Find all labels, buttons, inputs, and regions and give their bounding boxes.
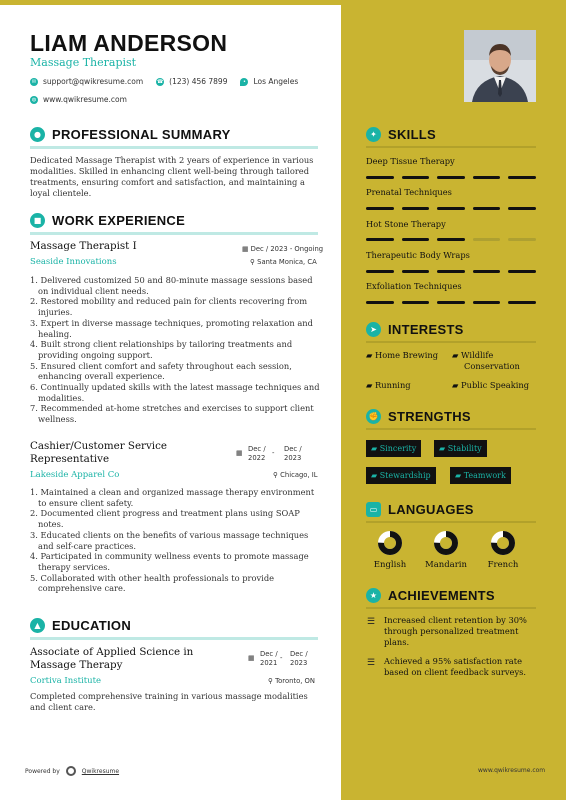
language-item	[421, 530, 471, 570]
footer-website[interactable]: www.qwikresume.com	[478, 767, 546, 774]
fist-icon: ✊	[366, 409, 381, 424]
skill-level-dash	[508, 301, 536, 304]
checklist-icon: ☰	[367, 617, 376, 627]
skill-level-dash	[473, 301, 501, 304]
interest-item	[366, 350, 438, 361]
phone-text: (123) 456 7899	[169, 77, 228, 86]
skill-rating	[366, 207, 536, 210]
book-icon: ▰	[366, 380, 376, 390]
calendar-icon: ▦	[242, 245, 251, 253]
degree-title: Associate of Applied Science in Massage Therapy	[30, 646, 194, 671]
job-location-text: Santa Monica, CA	[257, 258, 317, 266]
list-item: 4. Built strong client relationships by tailoring treatments and providing ongoing support.	[30, 339, 293, 360]
strengths-divider	[366, 428, 536, 430]
achievements-title: ACHIEVEMENTS	[388, 588, 495, 603]
globe-icon: ◍	[31, 96, 37, 103]
education-heading	[30, 618, 131, 633]
list-item: 3. Educated clients on the benefits of various massage techniques and self-care practices.	[30, 529, 309, 551]
list-item: 7. Recommended at-home stretches and exercises to support client wellness.	[30, 403, 314, 425]
skill-name: Exfoliation Techniques	[366, 281, 462, 291]
book-icon: ▰	[366, 350, 376, 360]
list-item: 3. Expert in diverse massage techniques, promoting relaxation and healing.	[30, 317, 313, 339]
strength-label: Sincerity	[379, 444, 417, 453]
strength-tag	[434, 440, 487, 457]
skills-heading	[366, 127, 436, 142]
achievements-heading	[366, 588, 495, 603]
skill-level-dash	[402, 238, 430, 241]
school-name: Cortiva Institute	[30, 676, 102, 686]
job-location	[273, 471, 318, 480]
edu-date-end: Dec / 2023	[290, 650, 308, 667]
calendar-icon: ▦	[248, 654, 255, 662]
job-company: Lakeside Apparel Co	[30, 470, 120, 480]
strengths-heading	[366, 409, 471, 424]
language-icon: ▭	[366, 502, 381, 517]
list-item: 4. Participated in community wellness events to promote massage therapy services.	[30, 551, 309, 572]
interest-label: Wildlife Conservation	[461, 350, 520, 371]
school-location	[268, 677, 315, 686]
pin-icon: ⚲	[273, 471, 281, 479]
language-level-ring	[433, 530, 459, 556]
skill-level-dash	[402, 301, 430, 304]
person-portrait-icon	[464, 30, 536, 102]
languages-divider	[366, 521, 536, 523]
qwikresume-logo-icon	[66, 766, 76, 776]
education-divider	[30, 637, 318, 640]
list-item: 1. Delivered customized 50 and 80-minute massage sessions based on individual client needs.	[30, 275, 313, 296]
skills-title: SKILLS	[388, 127, 437, 142]
interest-label: Home Brewing	[375, 350, 439, 360]
candidate-name: LIAM ANDERSON	[30, 30, 228, 56]
strengths-title: STRENGTHS	[388, 409, 471, 424]
experience-heading	[30, 213, 185, 228]
skill-level-dash	[402, 270, 430, 273]
email-text[interactable]: support@qwikresume.com	[43, 77, 144, 86]
skill-level-dash	[473, 238, 501, 241]
skill-level-dash	[508, 207, 536, 210]
job-date-end: Dec / 2023	[284, 445, 302, 462]
skill-level-dash	[508, 238, 536, 241]
book-icon: ▰	[371, 444, 380, 453]
language-name: Mandarin	[424, 560, 467, 570]
brand-name[interactable]: Qwikresume	[81, 767, 120, 775]
skill-level-dash	[437, 270, 465, 273]
skill-rating	[366, 270, 536, 273]
website-line	[30, 95, 127, 104]
summary-heading	[30, 127, 231, 142]
interest-item	[452, 350, 536, 372]
pin-icon: ⚲	[268, 677, 276, 685]
book-icon: ▰	[452, 350, 462, 360]
list-item: 2. Restored mobility and reduced pain for clients recovering from injuries.	[30, 296, 308, 318]
skill-level-dash	[402, 207, 430, 210]
job-date-start: Dec / 2022	[248, 445, 266, 462]
location-text: Los Angeles	[253, 77, 299, 86]
skill-level-dash	[366, 207, 394, 210]
language-name: English	[373, 560, 407, 570]
skill-level-dash	[366, 301, 394, 304]
sidebar	[341, 0, 566, 800]
book-icon: ▰	[439, 444, 448, 453]
experience-divider	[30, 232, 318, 235]
language-level-ring	[377, 530, 403, 556]
languages-title: LANGUAGES	[388, 502, 474, 517]
skill-name: Prenatal Techniques	[366, 187, 452, 197]
summary-title: PROFESSIONAL SUMMARY	[52, 127, 231, 142]
skill-rating	[366, 238, 536, 241]
powered-by	[25, 766, 119, 776]
candidate-role: Massage Therapist	[30, 56, 137, 69]
skill-level-dash	[508, 176, 536, 179]
skill-level-dash	[366, 238, 394, 241]
interest-label: Public Speaking	[461, 380, 530, 390]
interests-title: INTERESTS	[388, 322, 464, 337]
list-item: 1. Maintained a clean and organized massage therapy environment to ensure client safety.	[30, 487, 315, 508]
email-icon: ✉	[31, 78, 37, 85]
job-bullets	[30, 487, 320, 594]
language-item	[478, 530, 528, 570]
checklist-icon: ☰	[367, 658, 376, 668]
skill-name: Hot Stone Therapy	[366, 219, 446, 229]
strength-label: Teamwork	[463, 471, 506, 480]
website-text[interactable]: www.qwikresume.com	[43, 95, 127, 104]
job-location	[250, 258, 317, 267]
skill-level-dash	[366, 270, 394, 273]
book-icon: ▰	[371, 471, 380, 480]
language-item	[365, 530, 415, 570]
achievements-divider	[366, 607, 536, 609]
education-text: Completed comprehensive training in various massage modalities and client care.	[30, 691, 308, 712]
interest-item	[452, 380, 529, 391]
strength-label: Stewardship	[379, 471, 431, 480]
strength-tag	[366, 440, 421, 457]
achievement-item: Achieved a 95% satisfaction rate based on client feedback surveys.	[384, 656, 527, 677]
skill-level-dash	[437, 301, 465, 304]
edu-date-separator: -	[280, 654, 283, 662]
list-item: 5. Ensured client comfort and safety throughout each session, enhancing overall experience.	[30, 360, 292, 382]
achievement-item: Increased client retention by 30% through personalized treatment plans.	[384, 615, 527, 647]
job-date-separator: -	[272, 449, 275, 457]
strength-tag	[450, 467, 511, 484]
job-title: Cashier/Customer Service Representative	[30, 440, 167, 465]
skill-level-dash	[437, 207, 465, 210]
trophy-icon: ★	[366, 588, 381, 603]
contact-line	[30, 77, 306, 86]
skill-level-dash	[508, 270, 536, 273]
strength-tag	[366, 467, 436, 484]
briefcase-icon: ■	[30, 213, 45, 228]
skill-level-dash	[473, 207, 501, 210]
interest-label: Running	[375, 380, 411, 390]
school-location-text: Toronto, ON	[275, 677, 315, 685]
skill-name: Deep Tissue Therapy	[366, 156, 455, 166]
job-date	[242, 245, 323, 254]
lightbulb-icon: ✦	[366, 127, 381, 142]
strength-label: Stability	[447, 444, 482, 453]
skill-level-dash	[437, 176, 465, 179]
list-item: 5. Collaborated with other health professionals to provide comprehensive care.	[30, 572, 275, 594]
book-icon: ▰	[452, 380, 462, 390]
interests-divider	[366, 341, 536, 343]
skill-rating	[366, 301, 536, 304]
skill-rating	[366, 176, 536, 179]
job-location-text: Chicago, IL	[280, 471, 318, 479]
interest-item	[366, 380, 411, 391]
person-icon: ●	[30, 127, 45, 142]
summary-divider	[30, 146, 318, 149]
language-level-ring	[490, 530, 516, 556]
calendar-icon: ▦	[236, 449, 243, 457]
job-bullets	[30, 275, 320, 425]
skill-level-dash	[402, 176, 430, 179]
skills-divider	[366, 146, 536, 148]
edu-date-start: Dec / 2021	[260, 650, 278, 667]
list-item: 2. Documented client progress and treatment plans using SOAP notes.	[30, 508, 300, 530]
skill-level-dash	[473, 176, 501, 179]
phone-icon: ☎	[157, 78, 164, 85]
language-name: French	[487, 560, 519, 570]
paper-plane-icon: ➤	[366, 322, 381, 337]
job-company: Seaside Innovations	[30, 257, 117, 267]
job-date-text: Dec / 2023 - Ongoing	[250, 245, 324, 253]
top-accent-bar	[0, 0, 566, 5]
powered-by-label: Powered by	[25, 767, 60, 775]
skill-level-dash	[473, 270, 501, 273]
interests-heading	[366, 322, 464, 337]
location-icon: •	[240, 78, 248, 86]
job-title: Massage Therapist I	[30, 240, 137, 252]
skill-level-dash	[366, 176, 394, 179]
summary-text: Dedicated Massage Therapist with 2 years of experience in various modalities. Skilled in enhancing client well-being through tailored treatments, ensuring comfort and satisfaction, and maintaining a loyal clientele.	[30, 155, 314, 198]
profile-photo	[464, 30, 536, 102]
book-icon: ▰	[455, 471, 464, 480]
list-item: 6. Continually updated skills with the latest massage techniques and modalities.	[30, 382, 320, 403]
languages-heading	[366, 502, 474, 517]
experience-title: WORK EXPERIENCE	[52, 213, 186, 228]
graduation-cap-icon: ▲	[30, 618, 45, 633]
skill-name: Therapeutic Body Wraps	[366, 250, 470, 260]
skill-level-dash	[437, 238, 465, 241]
pin-icon: ⚲	[250, 258, 258, 266]
education-title: EDUCATION	[52, 618, 132, 633]
